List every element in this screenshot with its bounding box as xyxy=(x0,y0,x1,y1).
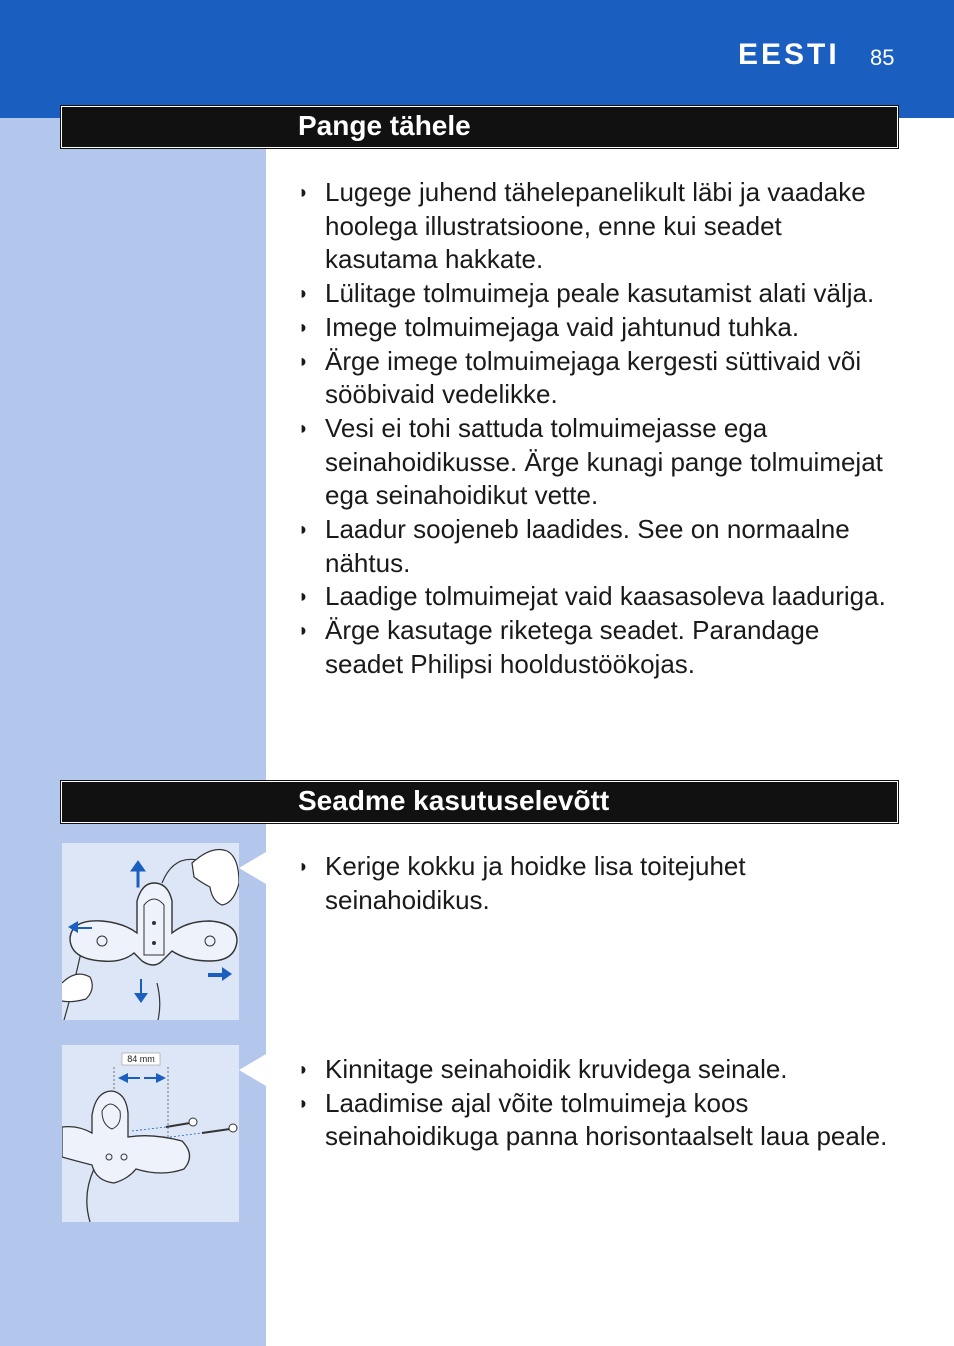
illustration-wall-mount xyxy=(62,1045,239,1222)
list-item: ◗ Lugege juhend tähelepanelikult läbi ja vaadake hoolega illustratsioone, enne kui seadet kasutama hakkate. xyxy=(298,177,866,275)
language-label: EESTI xyxy=(738,38,840,71)
list-item: ◗ Lülitage tolmuimeja peale kasutamist alati välja. xyxy=(296,277,896,311)
list-item: ◗ Laadige tolmuimejat vaid kaasasoleva laaduriga. xyxy=(296,580,896,614)
list-item: ◗ Kerige kokku ja hoidke lisa toitejuhet seinahoidikus. xyxy=(298,851,746,915)
dimension-label: 84 mm xyxy=(127,1054,155,1064)
list-item: ◗ Laadur soojeneb laadides. See on normaalne nähtus. xyxy=(298,514,850,578)
notice-list xyxy=(296,176,896,682)
setup-step2-list xyxy=(296,1053,896,1154)
bullet-icon: ◗ xyxy=(298,586,309,607)
bullet-icon: ◗ xyxy=(298,620,309,641)
bullet-icon: ◗ xyxy=(298,417,309,438)
bullet-icon: ◗ xyxy=(298,856,309,876)
bullet-icon: ◗ xyxy=(298,1092,309,1113)
bullet-icon: ◗ xyxy=(298,350,309,371)
bullet-icon: ◗ xyxy=(298,316,309,337)
page-number: 85 xyxy=(870,45,895,70)
bullet-icon: ◗ xyxy=(298,519,309,540)
illustration-cord-wrap xyxy=(62,843,239,1020)
bullet-icon: ◗ xyxy=(298,1059,309,1079)
list-item: ◗ Kinnitage seinahoidik kruvidega seinale. xyxy=(296,1053,896,1087)
section-bar-setup xyxy=(61,781,898,823)
list-item: ◗ Laadimise ajal võite tolmuimeja koos seinahoidikuga panna horisontaalselt laua peale. xyxy=(298,1087,888,1152)
bullet-icon: ◗ xyxy=(298,182,309,202)
list-item: ◗ Ärge kasutage riketega seadet. Parandage seadet Philipsi hooldustöökojas. xyxy=(298,615,820,679)
figure-pointer xyxy=(239,1054,266,1086)
figure-pointer xyxy=(239,852,266,884)
setup-step1-list xyxy=(296,850,896,917)
bullet-icon: ◗ xyxy=(298,283,309,304)
section-title-setup: Seadme kasutuselevõtt xyxy=(298,785,610,816)
list-item: ◗ Imege tolmuimejaga vaid jahtunud tuhka. xyxy=(296,311,896,345)
list-item: ◗ Ärge imege tolmuimejaga kergesti süttivaid või sööbivaid vedelikke. xyxy=(298,345,862,410)
wall-mount-drawing xyxy=(62,1045,239,1222)
cord-wrap-drawing xyxy=(62,843,239,1020)
list-item: ◗ Vesi ei tohi sattuda tolmuimejasse ega seinahoidikusse. Ärge kunagi pange tolmuimejat ega seinahoidikut vette. xyxy=(298,412,883,511)
section-title-notice: Pange tähele xyxy=(298,110,471,141)
section-bar-notice xyxy=(61,106,898,148)
